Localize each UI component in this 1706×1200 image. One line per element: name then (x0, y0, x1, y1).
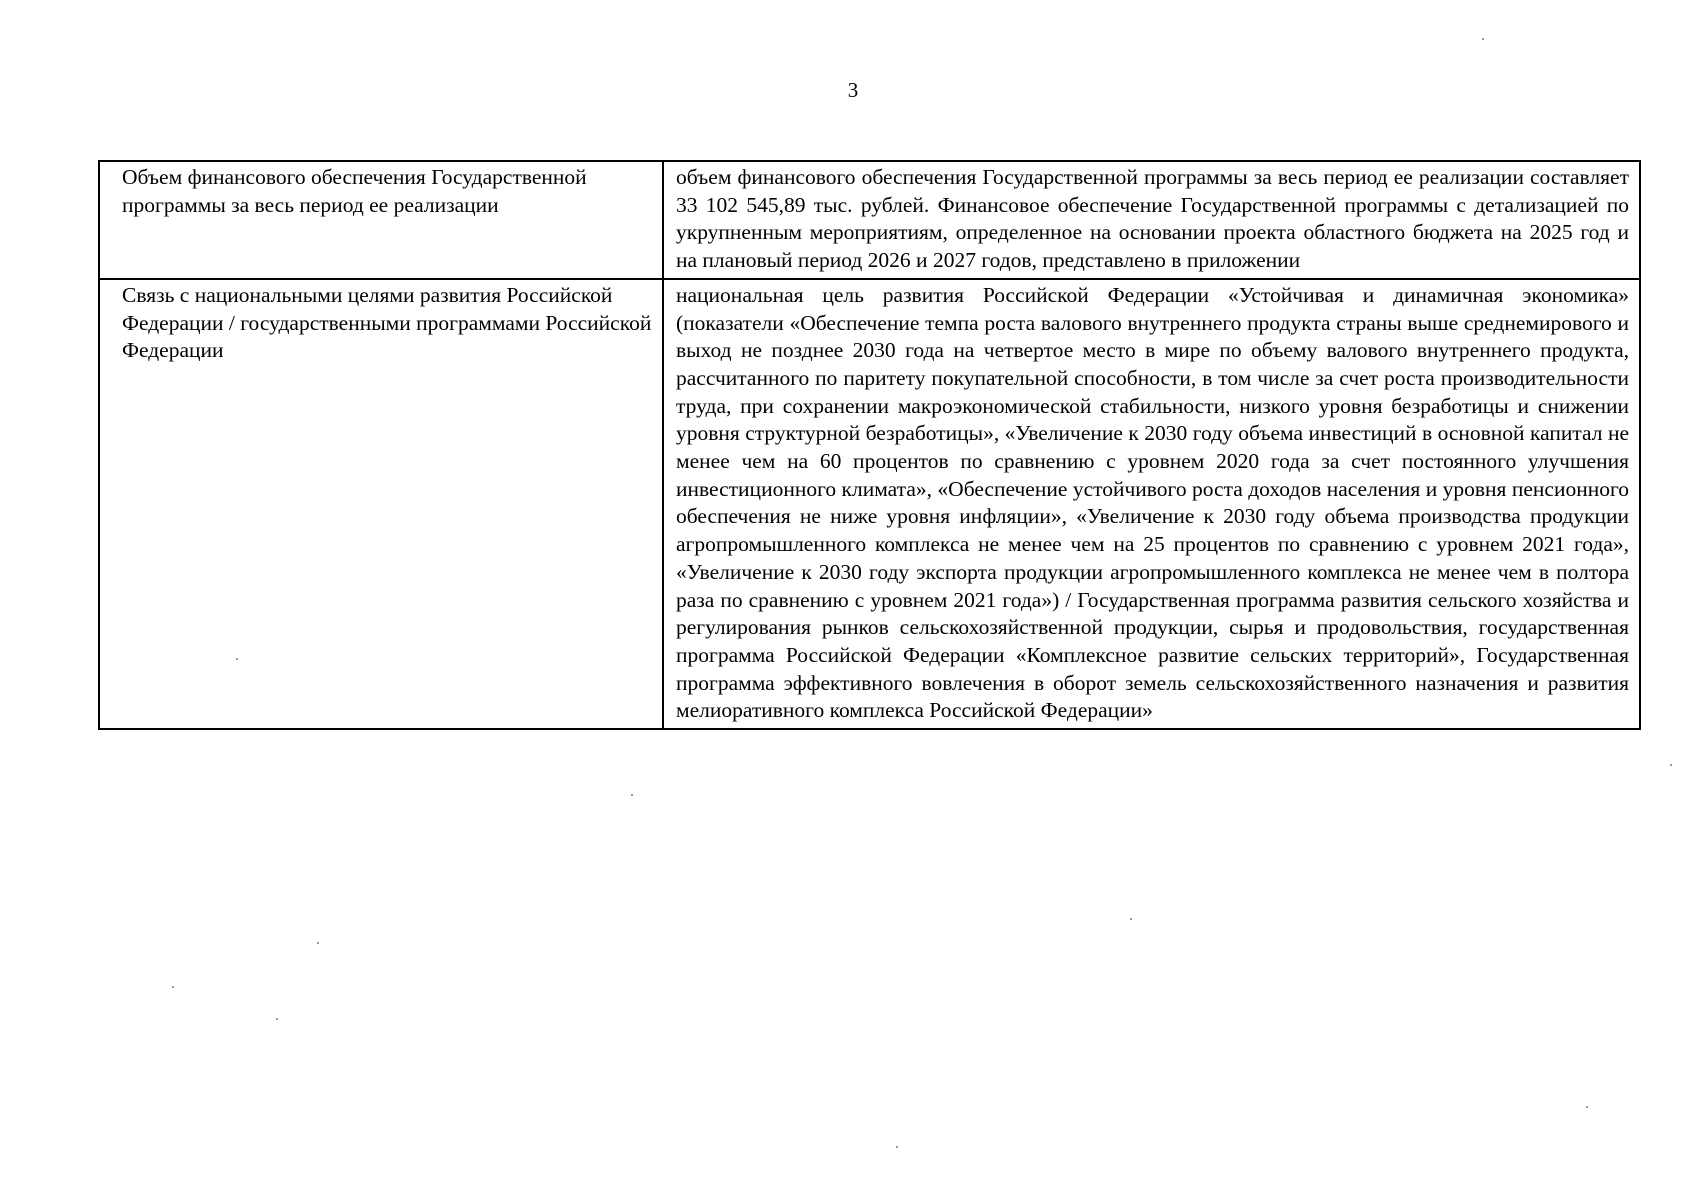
row-value-financing: объем финансового обеспечения Государственной программы за весь период ее реализации составляет 33 102 545,89 тыс. рублей. Финансовое обеспечение Государственной программы с детализацией по укрупненным мероприятиям, определенное на основании проекта областного бюджета на 2025 год и на плановый период 2026 и 2027 годов, представлено в приложении (663, 161, 1640, 279)
scan-speck (1586, 1106, 1588, 1108)
row-label-financing: Объем финансового обеспечения Государственной программы за весь период ее реализации (99, 161, 663, 279)
scan-speck (317, 942, 319, 944)
scan-speck (276, 1018, 278, 1020)
row-label-national-goals: Связь с национальными целями развития Российской Федерации / государственными программами Российской Федерации (99, 279, 663, 729)
program-passport-table (98, 160, 1641, 730)
scan-speck (896, 1146, 898, 1148)
scan-speck (1482, 38, 1484, 40)
scan-speck (1130, 918, 1132, 920)
page-number: 3 (847, 78, 859, 102)
table-row-national-goals (99, 279, 1640, 729)
table-row-financing (99, 161, 1640, 279)
scan-speck (172, 986, 174, 988)
scan-speck (631, 794, 633, 796)
scan-speck (236, 658, 238, 660)
row-value-national-goals: национальная цель развития Российской Федерации «Устойчивая и динамичная экономика» (показатели «Обеспечение темпа роста валового внутреннего продукта страны выше среднемирового и выход не позднее 2030 года на четвертое место в мире по объему валового внутреннего продукта, рассчитанного по паритету покупательной способности, в том числе за счет роста производительности труда, при сохранении макроэкономической стабильности, низкого уровня безработицы и снижении уровня структурной безработицы», «Увеличение к 2030 году объема инвестиций в основной капитал не менее чем на 60 процентов по сравнению с уровнем 2020 года за счет постоянного улучшения инвестиционного климата», «Обеспечение устойчивого роста доходов населения и уровня пенсионного обеспечения не ниже уровня инфляции», «Увеличение к 2030 году объема производства продукции агропромышленного комплекса не менее чем на 25 процентов по сравнению с уровнем 2021 года», «Увеличение к 2030 году экспорта продукции агропромышленного комплекса не менее чем в полтора раза по сравнению с уровнем 2021 года») / Государственная программа развития сельского хозяйства и регулирования рынков сельскохозяйственной продукции, сырья и продовольствия, государственная программа Российской Федерации «Комплексное развитие сельских территорий», Государственная программа эффективного вовлечения в оборот земель сельскохозяйственного назначения и развития мелиоративного комплекса Российской Федерации» (663, 279, 1640, 729)
scan-speck (1670, 764, 1672, 766)
